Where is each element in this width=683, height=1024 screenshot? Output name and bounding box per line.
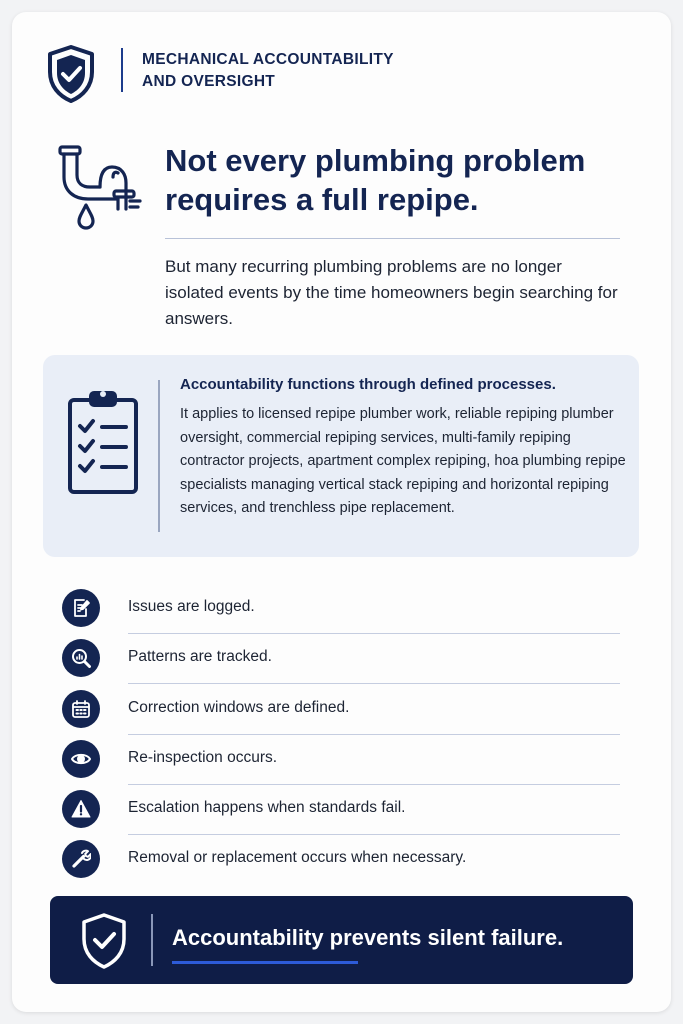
step-icon-circle xyxy=(62,690,100,728)
step-divider xyxy=(128,784,620,785)
list-item xyxy=(62,840,622,890)
document-edit-icon xyxy=(71,598,91,618)
step-label: Re-inspection occurs. xyxy=(128,749,278,766)
step-divider xyxy=(128,734,620,735)
warning-icon xyxy=(71,799,91,819)
step-label: Issues are logged. xyxy=(128,598,255,615)
step-label: Patterns are tracked. xyxy=(128,648,272,665)
step-divider xyxy=(128,683,620,684)
headline xyxy=(165,141,585,219)
step-icon-circle xyxy=(62,740,100,778)
process-box-heading: Accountability functions through defined processes. xyxy=(180,376,556,393)
headline-line1: Not every plumbing problem xyxy=(165,143,586,178)
process-box-divider xyxy=(158,380,160,532)
clipboard-checklist-icon xyxy=(66,388,140,498)
leaking-pipe-icon xyxy=(58,143,142,235)
step-divider xyxy=(128,633,620,634)
list-item xyxy=(62,639,622,689)
shield-check-icon xyxy=(46,44,96,104)
header-divider xyxy=(121,48,123,92)
step-label: Escalation happens when standards fail. xyxy=(128,799,406,816)
magnifier-chart-icon xyxy=(71,648,91,668)
intro-paragraph: But many recurring plumbing problems are no longer isolated events by the time homeowners begin searching for answers. xyxy=(165,257,618,328)
step-label: Removal or replacement occurs when necessary. xyxy=(128,849,467,866)
wrench-icon xyxy=(71,849,91,869)
org-title-line1: MECHANICAL ACCOUNTABILITY xyxy=(142,51,394,68)
headline-divider xyxy=(165,238,620,239)
banner-text: Accountability prevents silent failure. xyxy=(172,925,564,950)
step-icon-circle xyxy=(62,840,100,878)
list-item xyxy=(62,589,622,639)
step-icon-circle xyxy=(62,639,100,677)
calendar-icon xyxy=(71,699,91,719)
list-item xyxy=(62,790,622,840)
org-title xyxy=(142,49,394,93)
list-item xyxy=(62,690,622,740)
shield-check-icon xyxy=(80,912,128,970)
step-icon-circle xyxy=(62,790,100,828)
step-label: Correction windows are defined. xyxy=(128,699,350,716)
eye-icon xyxy=(71,749,91,769)
step-icon-circle xyxy=(62,589,100,627)
process-box-body: It applies to licensed repipe plumber work, reliable repiping plumber oversight, commercial repiping services, multi-family repiping contractor projects, apartment complex repiping, hoa plumbing repipe specialists managing vertical stack repiping and horizontal repiping services, and trenchless pipe replacement. xyxy=(180,406,626,517)
org-title-line2: AND OVERSIGHT xyxy=(142,73,276,90)
step-divider xyxy=(128,834,620,835)
banner-divider xyxy=(151,914,153,966)
list-item xyxy=(62,740,622,790)
headline-line2: requires a full repipe. xyxy=(165,182,479,217)
banner-underline xyxy=(172,961,358,964)
